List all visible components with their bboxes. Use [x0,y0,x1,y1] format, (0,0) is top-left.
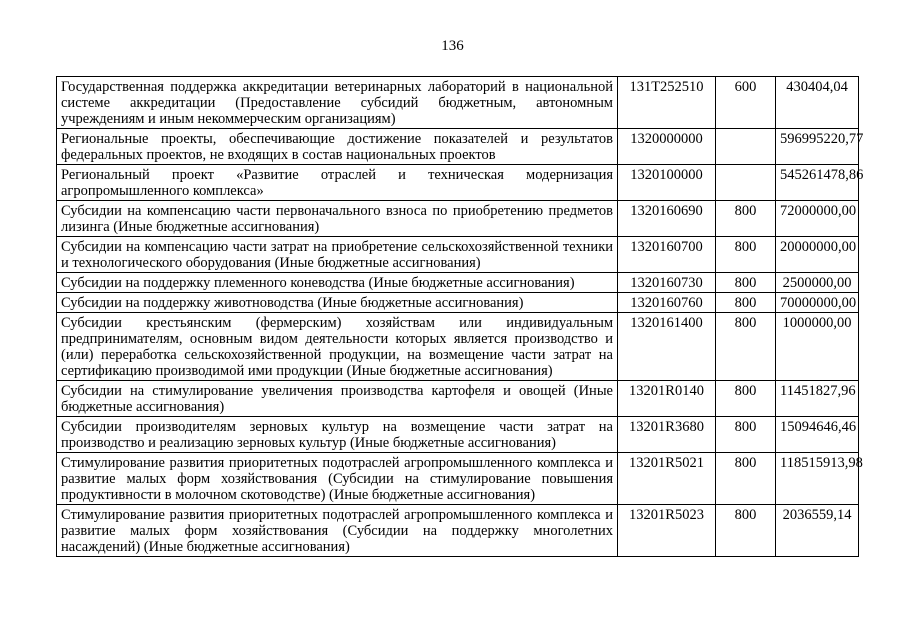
item-code: 1320160690 [618,201,716,237]
item-sum: 70000000,00 [776,293,859,313]
budget-table [56,76,864,557]
item-code: 13201R5021 [618,453,716,505]
item-code: 131Т252510 [618,77,716,129]
item-sum: 11451827,96 [776,381,859,417]
table-row [57,165,859,201]
item-expense-type: 800 [716,453,776,505]
item-sum: 118515913,98 [776,453,859,505]
item-code: 1320160730 [618,273,716,293]
item-expense-type [716,165,776,201]
table-row [57,77,859,129]
item-code: 13201R0140 [618,381,716,417]
table-row [57,381,859,417]
item-sum: 20000000,00 [776,237,859,273]
item-code: 13201R3680 [618,417,716,453]
item-sum: 545261478,86 [776,165,859,201]
item-name: Субсидии на поддержку племенного коневодства (Иные бюджетные ассигнования) [57,273,618,293]
item-sum: 72000000,00 [776,201,859,237]
table-row [57,505,859,557]
item-expense-type: 800 [716,201,776,237]
item-name: Региональный проект «Развитие отраслей и техническая модернизация агропромышленного комплекса» [57,165,618,201]
table-row [57,201,859,237]
item-name: Субсидии на компенсацию части первоначального взноса по приобретению предметов лизинга (Иные бюджетные ассигнования) [57,201,618,237]
table-row [57,417,859,453]
item-expense-type: 800 [716,293,776,313]
item-expense-type: 800 [716,313,776,381]
item-expense-type: 800 [716,273,776,293]
item-sum: 2036559,14 [776,505,859,557]
item-expense-type: 800 [716,381,776,417]
item-name: Стимулирование развития приоритетных подотраслей агропромышленного комплекса и развитие малых форм хозяйствования (Субсидии на стимулирование повышения продуктивности в молочном скотоводстве) (Иные бюджетные ассигнования) [57,453,618,505]
item-expense-type [716,129,776,165]
item-code: 1320000000 [618,129,716,165]
item-sum: 1000000,00 [776,313,859,381]
table-row [57,313,859,381]
item-code: 1320161400 [618,313,716,381]
item-name: Субсидии производителям зерновых культур на возмещение части затрат на производство и реализацию зерновых культур (Иные бюджетные ассигнования) [57,417,618,453]
item-name: Региональные проекты, обеспечивающие достижение показателей и результатов федеральных проектов, не входящих в состав национальных проектов [57,129,618,165]
item-name: Субсидии на компенсацию части затрат на приобретение сельскохозяйственной техники и технологического оборудования (Иные бюджетные ассигнования) [57,237,618,273]
item-expense-type: 800 [716,237,776,273]
table-row [57,237,859,273]
item-code: 1320160700 [618,237,716,273]
item-expense-type: 800 [716,505,776,557]
item-expense-type: 800 [716,417,776,453]
item-sum: 15094646,46 [776,417,859,453]
item-name: Государственная поддержка аккредитации ветеринарных лабораторий в национальной системе аккредитации (Предоставление субсидий бюджетным, автономным учреждениям и иным некоммерческим организациям) [57,77,618,129]
item-code: 13201R5023 [618,505,716,557]
item-name: Субсидии на стимулирование увеличения производства картофеля и овощей (Иные бюджетные ассигнования) [57,381,618,417]
item-sum: 430404,04 [776,77,859,129]
item-expense-type: 600 [716,77,776,129]
page-number: 136 [441,38,464,54]
table-row [57,273,859,293]
table-row [57,129,859,165]
table-row [57,453,859,505]
item-name: Субсидии на поддержку животноводства (Иные бюджетные ассигнования) [57,293,618,313]
item-name: Стимулирование развития приоритетных подотраслей агропромышленного комплекса и развитие малых форм хозяйствования (Субсидии на поддержку многолетних насаждений) (Иные бюджетные ассигнования) [57,505,618,557]
table-row [57,293,859,313]
item-sum: 2500000,00 [776,273,859,293]
item-code: 1320100000 [618,165,716,201]
item-name: Субсидии крестьянским (фермерским) хозяйствам или индивидуальным предпринимателям, основным видом деятельности которых является производство и (или) переработка сельскохозяйственной продукции, на возмещение части затрат на сертификацию производимой ими продукции (Иные бюджетные ассигнования) [57,313,618,381]
item-code: 1320160760 [618,293,716,313]
item-sum: 596995220,77 [776,129,859,165]
